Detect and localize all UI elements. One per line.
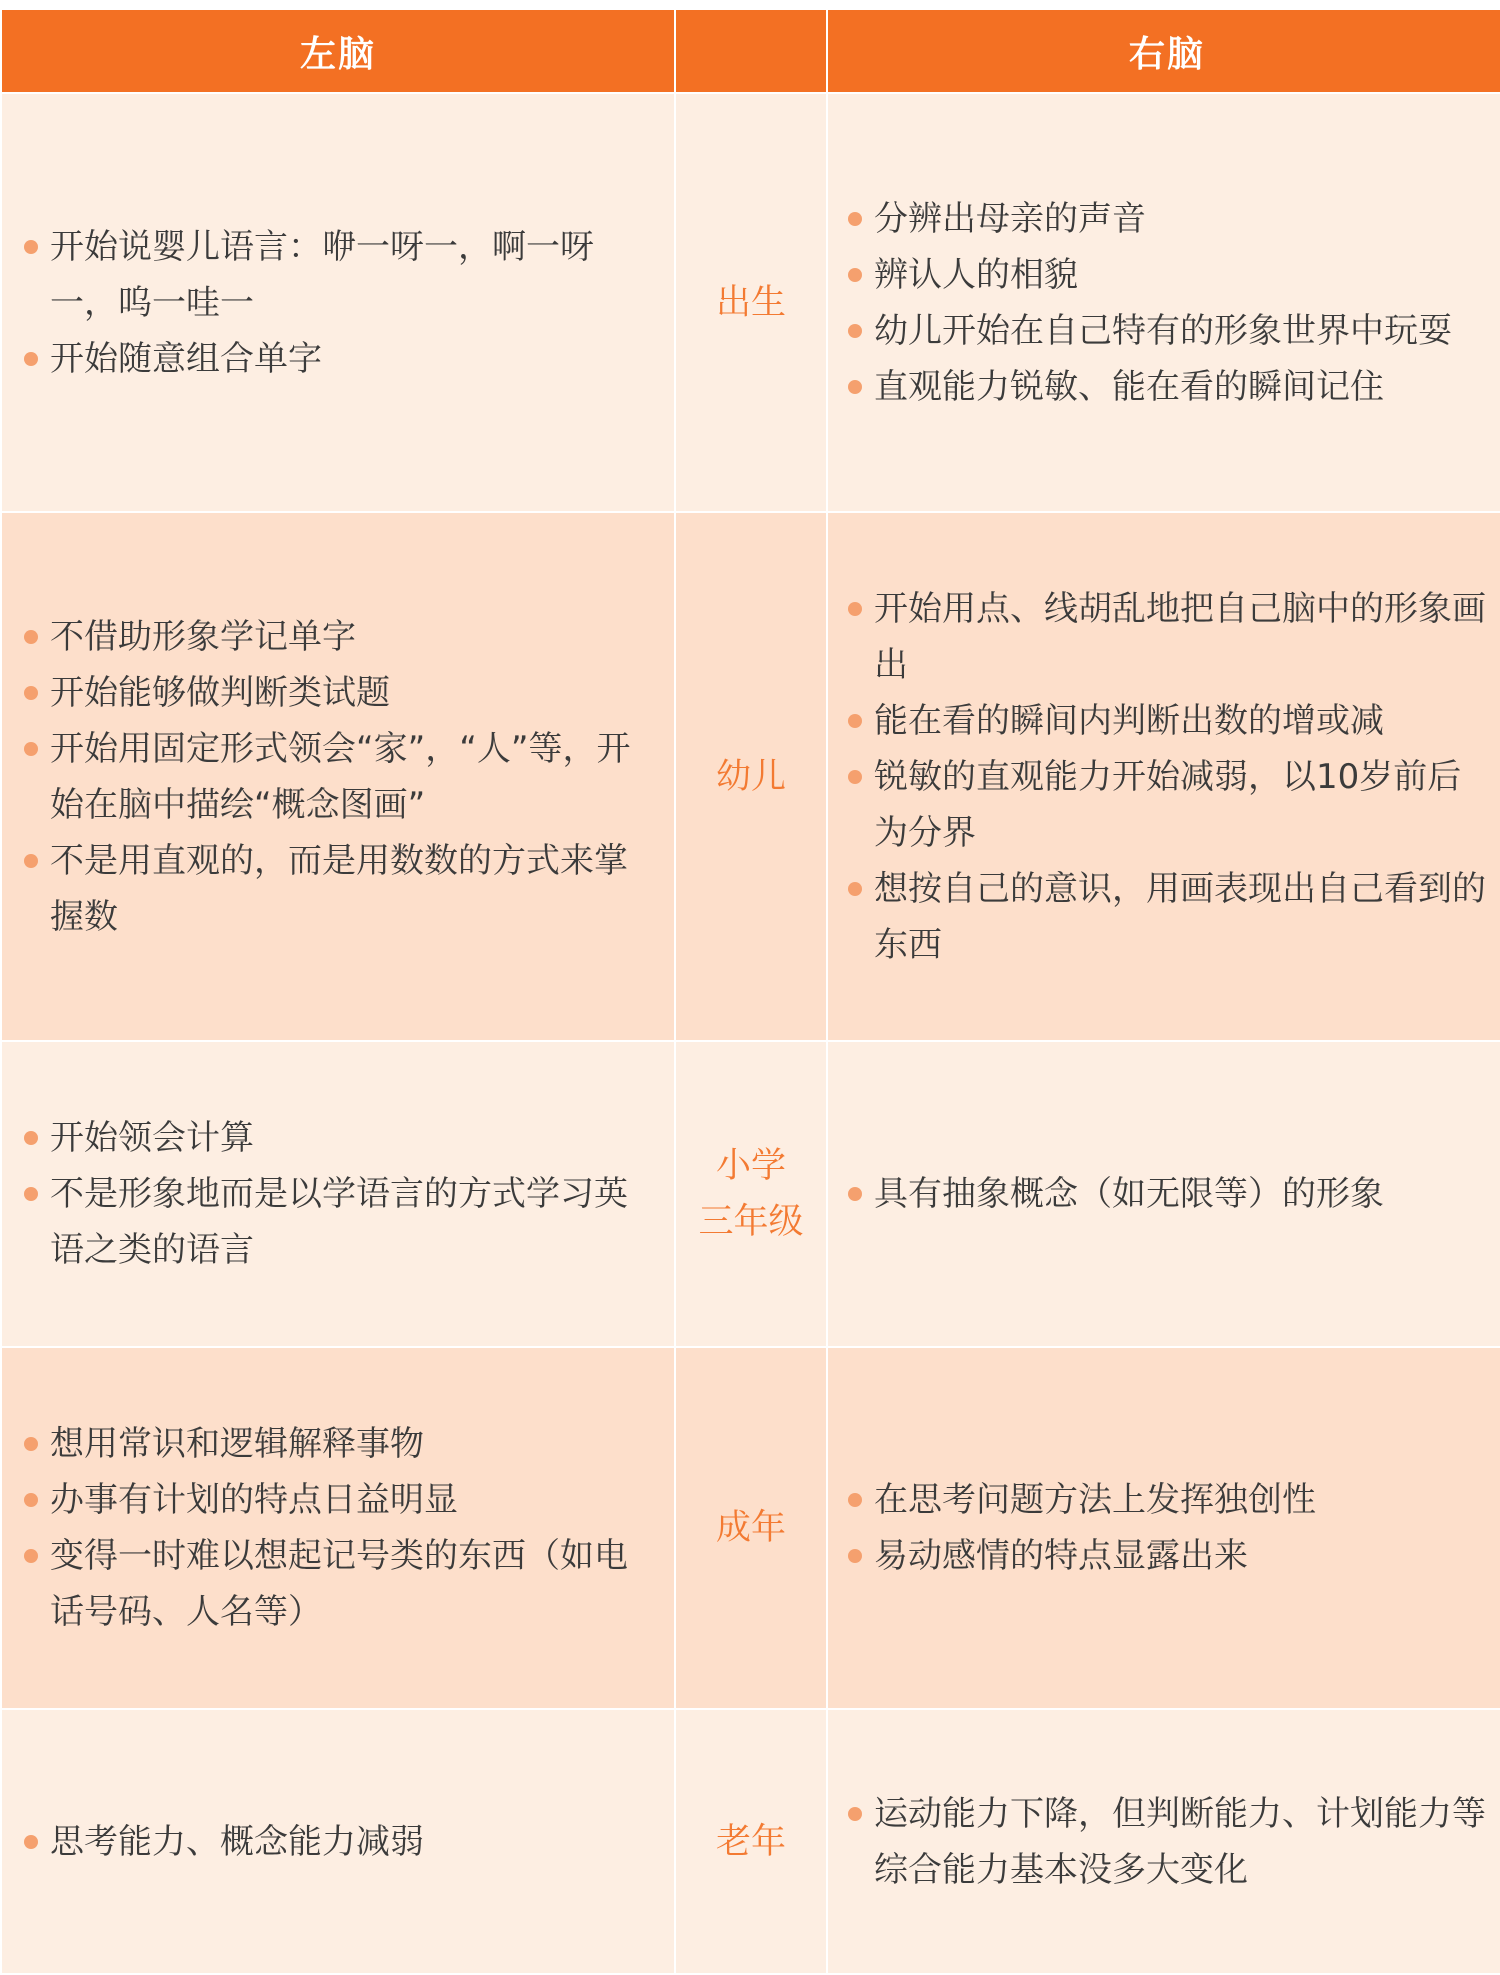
row-infant-left [2, 513, 674, 1042]
header-stage [676, 10, 826, 94]
list-item: 运动能力下降，但判断能力、计划能力等综合能力基本没多大变化 [846, 1786, 1486, 1898]
stage-label: 成年 [715, 1508, 786, 1548]
stage-label: 老年 [715, 1821, 786, 1862]
list-item: 易动感情的特点显露出来 [846, 1528, 1486, 1584]
row-elderly-stage [676, 1710, 826, 1975]
list-item: 直观能力锐敏、能在看的瞬间记住 [846, 359, 1486, 415]
right-brain-list [828, 581, 1500, 973]
right-brain-list [828, 1786, 1500, 1898]
stage-label: 小学 [715, 1146, 786, 1186]
list-item: 不是用直观的，而是用数数的方式来掌握数 [22, 833, 654, 945]
list-item: 幼儿开始在自己特有的形象世界中玩耍 [846, 303, 1486, 359]
row-birth-right [828, 94, 1500, 513]
stage-label: 出生 [715, 282, 786, 323]
row-infant-stage [676, 513, 826, 1042]
left-brain-list [2, 1416, 674, 1640]
list-item: 想用常识和逻辑解释事物 [22, 1416, 654, 1472]
list-item: 具有抽象概念（如无限等）的形象 [846, 1166, 1486, 1222]
row-adult-right [828, 1348, 1500, 1710]
list-item: 办事有计划的特点日益明显 [22, 1472, 654, 1528]
header-right-brain: 右脑 [828, 10, 1500, 94]
list-item: 开始能够做判断类试题 [22, 665, 654, 721]
list-item: 思考能力、概念能力减弱 [22, 1814, 654, 1870]
list-item: 开始随意组合单字 [22, 331, 654, 387]
stage-label: 三年级 [698, 1202, 804, 1242]
right-brain-list [828, 1472, 1500, 1584]
row-grade3-right [828, 1042, 1500, 1348]
row-adult-left [2, 1348, 674, 1710]
list-item: 能在看的瞬间内判断出数的增或减 [846, 693, 1486, 749]
list-item: 分辨出母亲的声音 [846, 191, 1486, 247]
row-adult-stage [676, 1348, 826, 1710]
list-item: 想按自己的意识，用画表现出自己看到的东西 [846, 861, 1486, 973]
row-elderly-left [2, 1710, 674, 1975]
list-item: 开始说婴儿语言：咿一呀一，啊一呀一，呜一哇一 [22, 219, 654, 331]
list-item: 开始领会计算 [22, 1110, 654, 1166]
stage-label: 幼儿 [715, 756, 786, 797]
left-brain-list [2, 1814, 674, 1870]
left-brain-list [2, 219, 674, 387]
list-item: 变得一时难以想起记号类的东西（如电话号码、人名等） [22, 1528, 654, 1640]
header-left-brain: 左脑 [2, 10, 674, 94]
row-birth-stage [676, 94, 826, 513]
list-item: 不借助形象学记单字 [22, 609, 654, 665]
right-brain-list [828, 1166, 1500, 1222]
list-item: 在思考问题方法上发挥独创性 [846, 1472, 1486, 1528]
list-item: 开始用点、线胡乱地把自己脑中的形象画出 [846, 581, 1486, 693]
list-item: 辨认人的相貌 [846, 247, 1486, 303]
row-infant-right [828, 513, 1500, 1042]
left-brain-list [2, 1110, 674, 1278]
list-item: 开始用固定形式领会“家”，“人”等，开始在脑中描绘“概念图画” [22, 721, 654, 833]
row-elderly-right [828, 1710, 1500, 1975]
list-item: 锐敏的直观能力开始减弱，以10岁前后为分界 [846, 749, 1486, 861]
row-grade3-stage [676, 1042, 826, 1348]
left-brain-list [2, 609, 674, 945]
right-brain-list [828, 191, 1500, 415]
list-item: 不是形象地而是以学语言的方式学习英语之类的语言 [22, 1166, 654, 1278]
row-birth-left [2, 94, 674, 513]
row-grade3-left [2, 1042, 674, 1348]
